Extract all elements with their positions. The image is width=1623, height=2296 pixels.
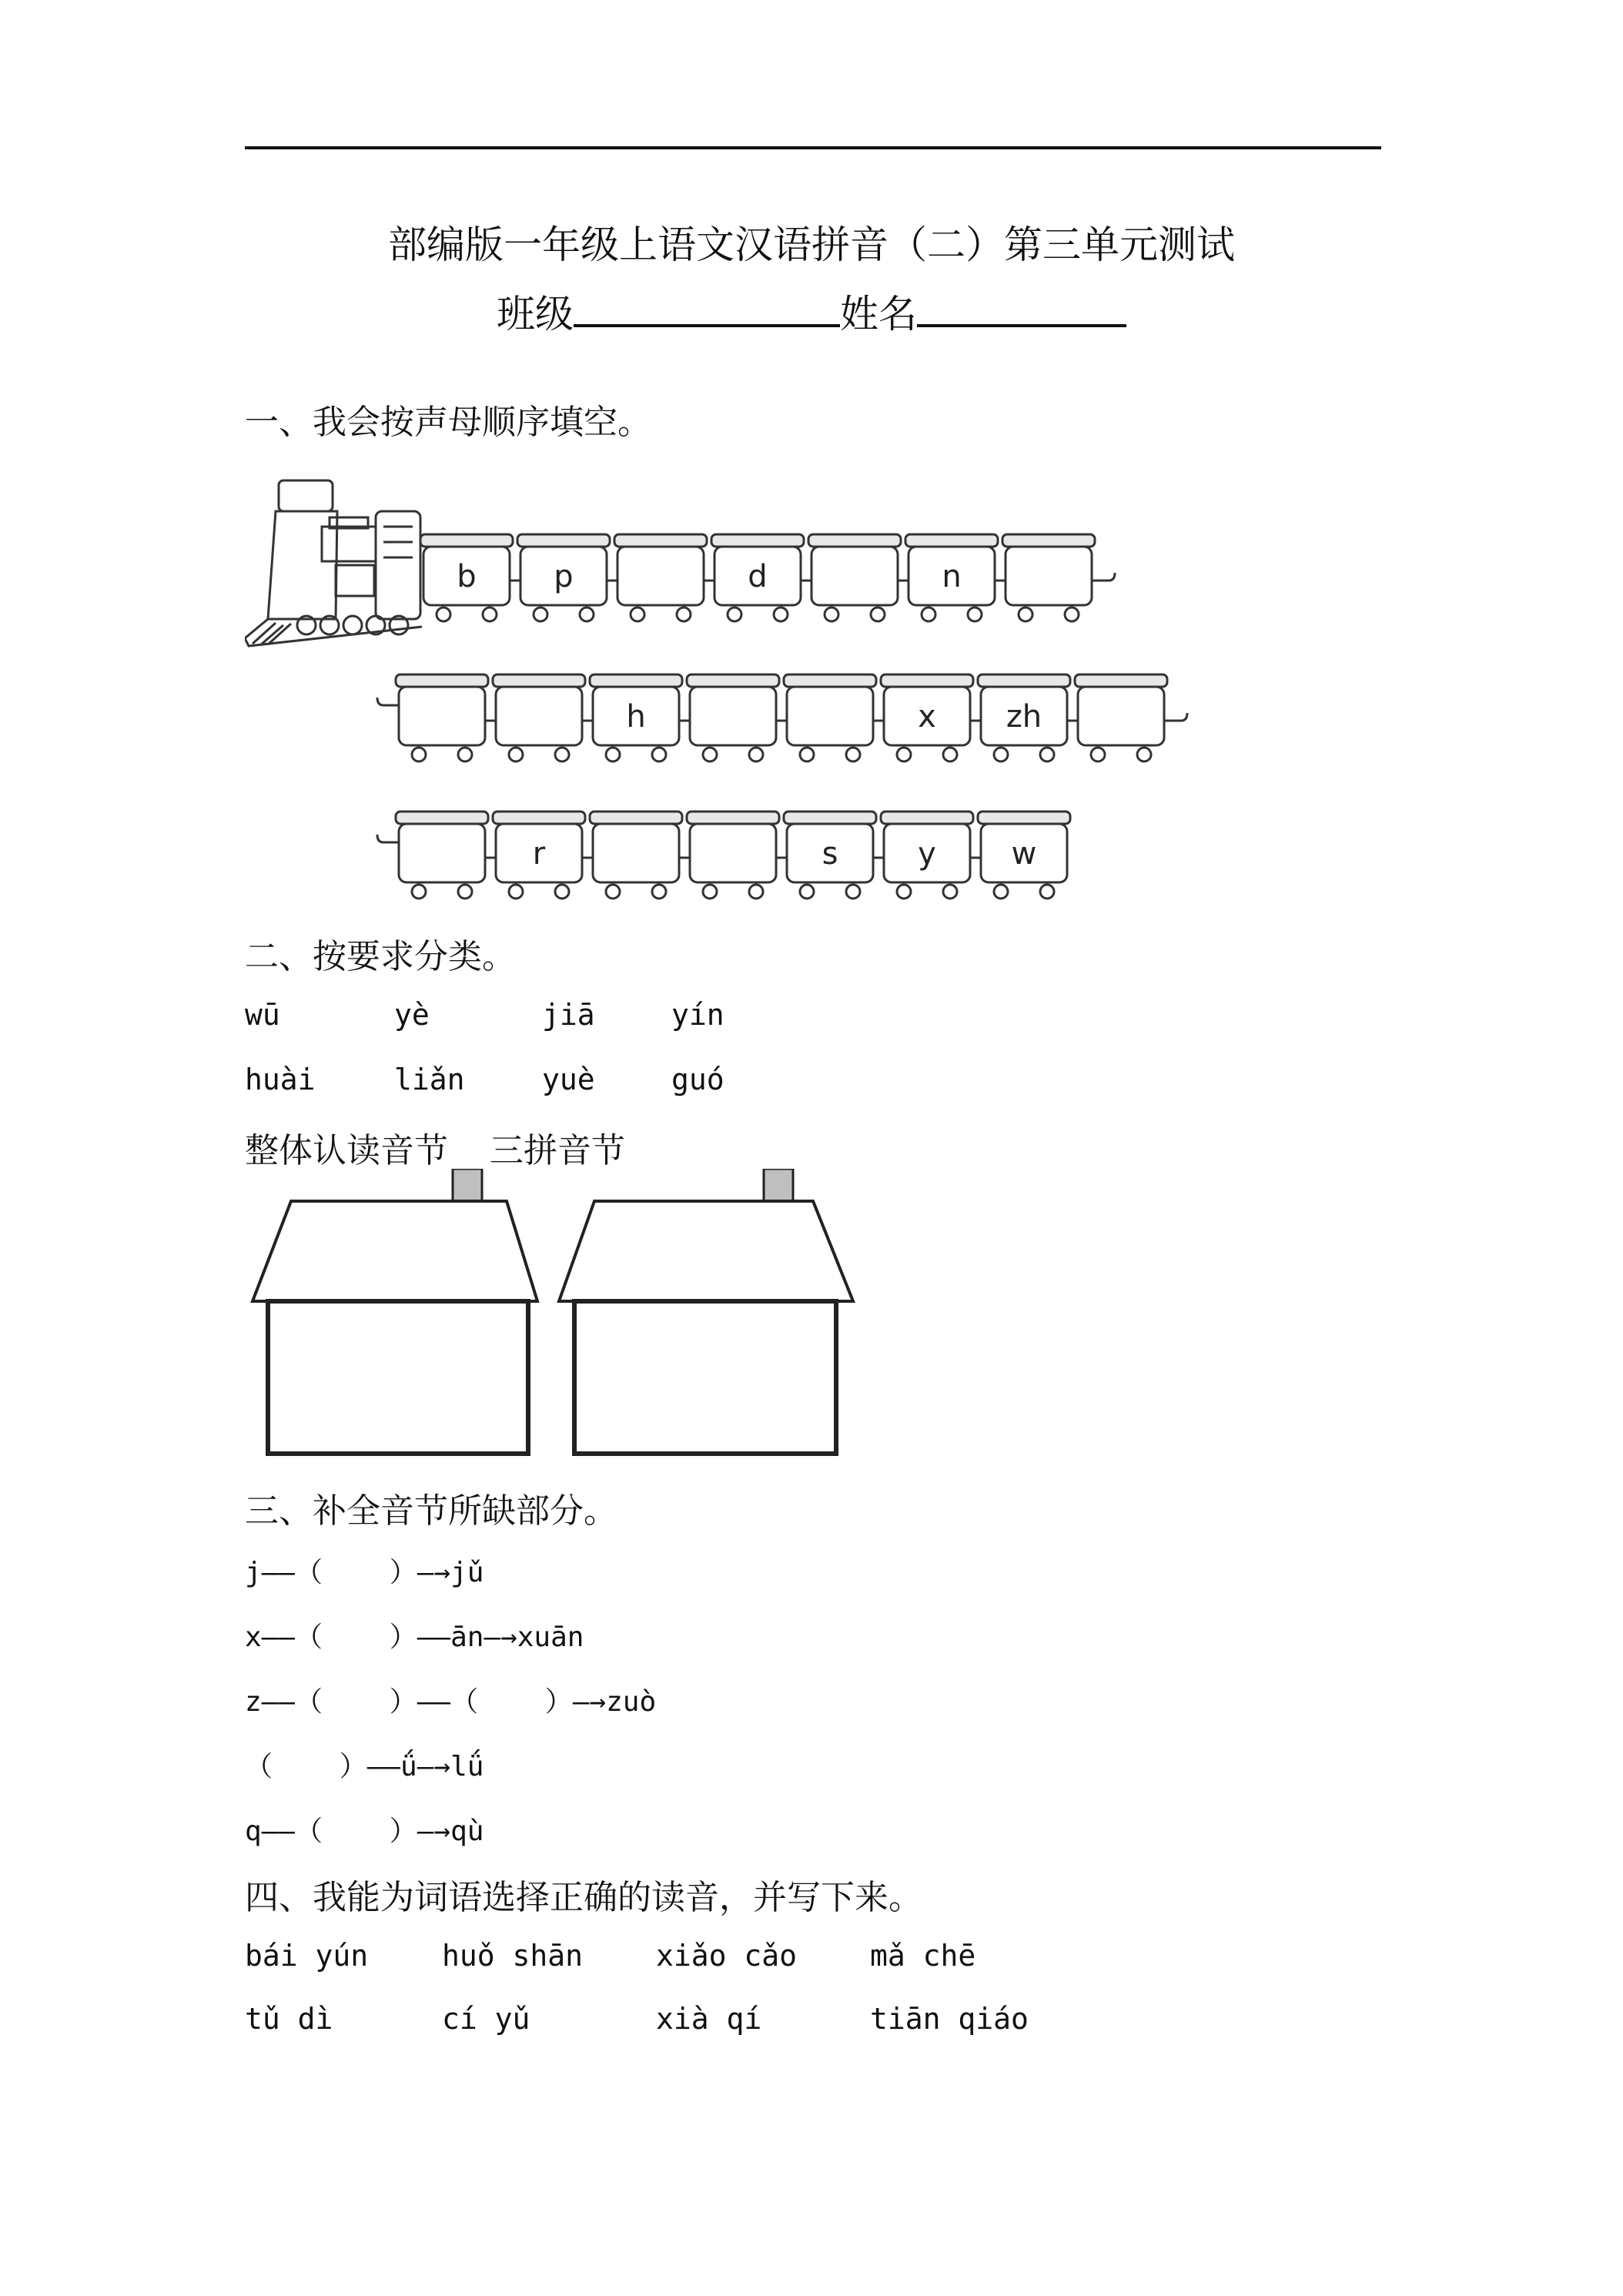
train-car[interactable] — [396, 812, 488, 899]
class-name-line — [0, 283, 1623, 339]
train-car[interactable] — [420, 534, 513, 621]
section1-heading: 一、我会按声母顺序填空。 — [245, 403, 651, 442]
train-car[interactable] — [485, 812, 585, 899]
train-car[interactable] — [873, 674, 973, 761]
wheel-icon — [483, 607, 497, 621]
wheel-icon — [968, 607, 982, 621]
wheel-icon — [825, 607, 838, 621]
name-blank[interactable] — [917, 298, 1126, 327]
car-letter: w — [1011, 836, 1037, 872]
sort-houses — [245, 1169, 884, 1477]
wheel-icon — [1065, 607, 1079, 621]
car-letter: d — [748, 559, 768, 594]
wheel-icon — [580, 607, 594, 621]
coupling-hook-icon — [1092, 573, 1115, 581]
wheel-icon — [606, 885, 620, 899]
fill-line-5[interactable]: q——（ ）—→qù — [245, 1816, 484, 1847]
section2-heading: 二、按要求分类。 — [245, 937, 516, 976]
word-pinyin: tiān qiáo — [870, 2002, 1029, 2036]
coupling-hook-icon — [377, 835, 399, 842]
fill-line-4[interactable]: （ ）——ǘ—→lǘ — [245, 1751, 484, 1782]
train-illustration — [245, 465, 1246, 912]
word-pinyin: mǎ chē — [870, 1939, 976, 1973]
car-letter: y — [918, 836, 936, 872]
train-car[interactable] — [873, 812, 973, 899]
wheel-icon — [1040, 748, 1054, 761]
wheel-icon — [652, 885, 666, 899]
header-rule — [245, 146, 1381, 149]
wheel-icon — [437, 607, 450, 621]
section3-heading: 三、补全音节所缺部分。 — [245, 1491, 617, 1531]
wheel-icon — [412, 748, 426, 761]
wheel-icon — [652, 748, 666, 761]
train-car[interactable] — [396, 674, 488, 761]
fill-line-2[interactable]: x——（ ）——ān—→xuān — [245, 1622, 584, 1653]
wheel-icon — [728, 607, 741, 621]
fill-line-1[interactable]: j——（ ）—→jǔ — [245, 1557, 484, 1588]
wheel-icon — [943, 885, 957, 899]
wheel-icon — [846, 885, 860, 899]
wheel-icon — [458, 748, 472, 761]
car-letter: p — [554, 559, 574, 594]
train-cars — [377, 534, 1187, 899]
wheel-icon — [922, 607, 935, 621]
syllable-jia: jiā — [542, 998, 595, 1032]
wheel-icon — [631, 607, 644, 621]
train-car[interactable] — [995, 534, 1095, 621]
wheel-icon — [555, 885, 569, 899]
fill-line-3[interactable]: z——（ ）——（ ）—→zuò — [245, 1686, 657, 1718]
word-pinyin: bái yún — [245, 1939, 369, 1973]
syllable-yue: yuè — [542, 1063, 595, 1096]
name-label: 姓名 — [840, 292, 917, 336]
train-car[interactable] — [776, 674, 876, 761]
wheel-icon — [606, 748, 620, 761]
wheel-icon — [774, 607, 788, 621]
wheel-icon — [749, 748, 763, 761]
word-pinyin: cí yǔ — [442, 2002, 530, 2036]
train-car[interactable] — [776, 812, 876, 899]
word-pinyin: tǔ dì — [245, 2002, 333, 2036]
wheel-icon — [943, 748, 957, 761]
wheel-icon — [534, 607, 547, 621]
wheel-icon — [1091, 748, 1105, 761]
train-car[interactable] — [801, 534, 901, 621]
section4-heading: 四、我能为词语选择正确的读音，并写下来。 — [245, 1878, 922, 1917]
wheel-icon — [703, 748, 717, 761]
train-car[interactable] — [898, 534, 998, 621]
house2-icon[interactable] — [559, 1169, 853, 1454]
word-pinyin: xià qí — [656, 2002, 762, 2036]
wheel-icon — [458, 885, 472, 899]
car-letter: h — [626, 699, 646, 735]
car-letter: s — [822, 836, 838, 872]
train-car[interactable] — [607, 534, 707, 621]
train-car[interactable] — [679, 812, 779, 899]
syllable-huai: huài — [245, 1063, 316, 1096]
class-blank[interactable] — [574, 298, 840, 327]
train-car[interactable] — [582, 812, 682, 899]
wheel-icon — [703, 885, 717, 899]
wheel-icon — [749, 885, 763, 899]
car-letter: zh — [1006, 699, 1042, 735]
car-letter: x — [918, 699, 936, 735]
wheel-icon — [412, 885, 426, 899]
house1-icon[interactable] — [253, 1169, 537, 1454]
wheel-icon — [800, 748, 814, 761]
wheel-icon — [800, 885, 814, 899]
train-car[interactable] — [704, 534, 804, 621]
wheel-icon — [555, 748, 569, 761]
train-car[interactable] — [1067, 674, 1167, 761]
wheel-icon — [509, 748, 523, 761]
wheel-icon — [897, 748, 911, 761]
class-label: 班级 — [497, 292, 574, 336]
page-title: 部编版一年级上语文汉语拼音（二）第三单元测试 — [388, 223, 1235, 267]
word-pinyin: huǒ shān — [442, 1939, 584, 1973]
wheel-icon — [1040, 885, 1054, 899]
wheel-icon — [677, 607, 691, 621]
syllable-yin: yín — [671, 998, 724, 1032]
wheel-icon — [897, 885, 911, 899]
wheel-icon — [871, 607, 885, 621]
house2-label: 三拼音节 — [490, 1131, 625, 1170]
wheel-icon — [509, 885, 523, 899]
train-car[interactable] — [679, 674, 779, 761]
car-letter: b — [457, 559, 477, 594]
train-car[interactable] — [970, 812, 1070, 899]
wheel-icon — [994, 885, 1008, 899]
syllable-wu: wū — [245, 998, 280, 1032]
wheel-icon — [994, 748, 1008, 761]
syllable-ye: yè — [394, 998, 430, 1032]
word-pinyin: xiǎo cǎo — [656, 1939, 798, 1973]
train-car[interactable] — [510, 534, 610, 621]
train-car[interactable] — [582, 674, 682, 761]
locomotive-icon — [245, 480, 422, 646]
train-car[interactable] — [485, 674, 585, 761]
train-car[interactable] — [970, 674, 1070, 761]
wheel-icon — [846, 748, 860, 761]
wheel-icon — [1137, 748, 1151, 761]
house1-label: 整体认读音节 — [245, 1131, 448, 1170]
wheel-icon — [1019, 607, 1032, 621]
car-letter: n — [942, 559, 962, 594]
syllable-lian: liǎn — [394, 1063, 465, 1096]
car-letter: r — [532, 836, 546, 872]
syllable-guo: guó — [671, 1063, 724, 1096]
